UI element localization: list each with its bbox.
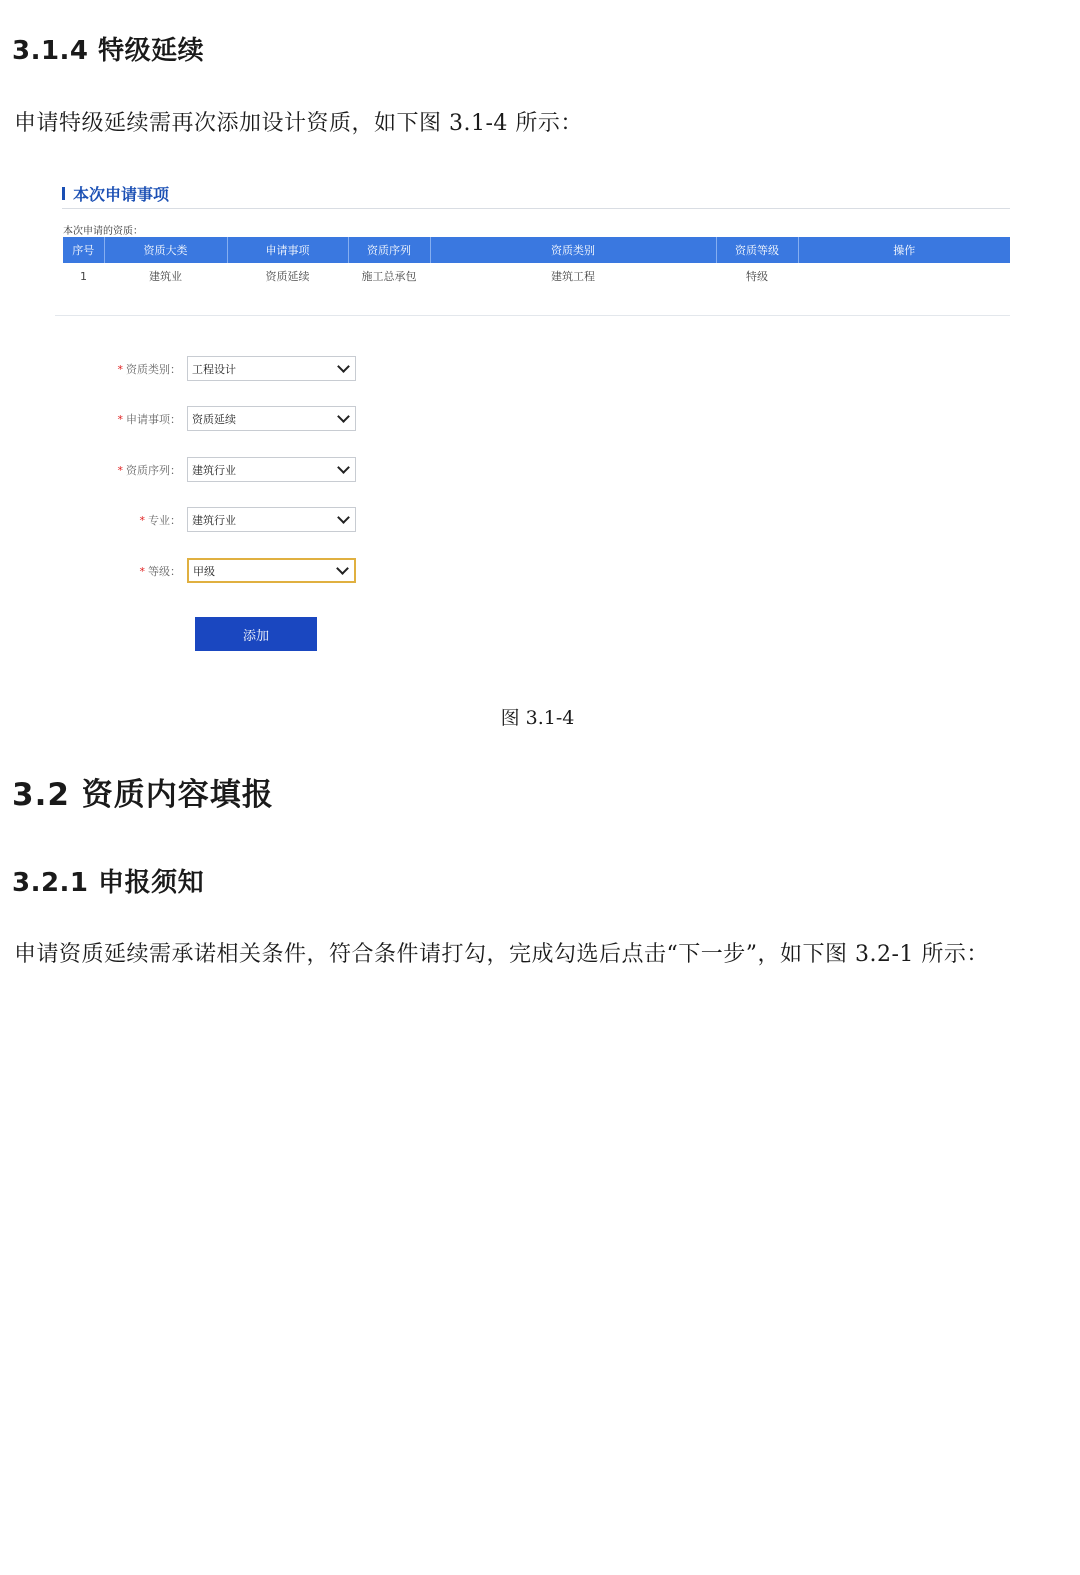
qualification-sequence-select[interactable] xyxy=(187,457,356,482)
specialty-select[interactable] xyxy=(187,507,356,532)
col-header: 序号 xyxy=(63,237,104,263)
grade-select[interactable] xyxy=(187,558,356,583)
field-label xyxy=(0,361,187,377)
figure-3-1-4 xyxy=(0,170,1080,670)
required-mark: * xyxy=(139,564,145,578)
chevron-down-icon xyxy=(337,511,350,524)
qualification-category-select[interactable] xyxy=(187,356,356,381)
col-header: 资质类别 xyxy=(430,237,716,263)
required-mark: * xyxy=(117,362,123,376)
chevron-down-icon xyxy=(337,360,350,373)
form-row-specialty xyxy=(0,507,356,532)
section-title-text: 本次申请事项 xyxy=(73,185,170,204)
add-button[interactable]: 添加 xyxy=(195,617,317,651)
form-row-qualification-sequence xyxy=(0,457,356,482)
table-cell: 资质延续 xyxy=(265,270,310,283)
select-value: 建筑行业 xyxy=(192,463,236,477)
section-title-bar xyxy=(62,187,65,200)
paragraph-3-2-1: 申请资质延续需承诺相关条件，符合条件请打勾，完成勾选后点击“下一步”，如下图 3.2-1 所示： xyxy=(14,942,989,967)
heading-3-2-1: 3.2.1 申报须知 xyxy=(12,868,205,898)
col-header: 资质等级 xyxy=(716,237,798,263)
heading-3-1-4: 3.1.4 特级延续 xyxy=(12,36,205,66)
figure-caption: 图 3.1-4 xyxy=(500,707,575,729)
section-title xyxy=(62,182,169,205)
field-label-text: 资质类别： xyxy=(126,362,181,376)
chevron-down-icon xyxy=(336,562,349,575)
table-cell: 特级 xyxy=(746,270,768,283)
required-mark: * xyxy=(117,463,123,477)
field-label-text: 申请事项： xyxy=(126,412,181,426)
col-header: 申请事项 xyxy=(227,237,348,263)
field-label xyxy=(0,411,187,427)
paragraph-3-1-4: 申请特级延续需再次添加设计资质，如下图 3.1-4 所示： xyxy=(14,111,583,136)
field-label-text: 资质序列： xyxy=(126,463,181,477)
form-row-grade xyxy=(0,558,356,583)
table-header-row xyxy=(63,237,1010,263)
heading-3-2: 3.2 资质内容填报 xyxy=(12,777,274,813)
field-label-text: 专业： xyxy=(148,513,181,527)
table-row xyxy=(63,263,1010,289)
select-value: 资质延续 xyxy=(192,412,236,426)
field-label-text: 等级： xyxy=(148,564,181,578)
form-row-application-item xyxy=(0,406,356,431)
field-label xyxy=(0,512,187,528)
table-cell-actions xyxy=(798,263,1010,289)
col-header: 资质序列 xyxy=(348,237,430,263)
col-header: 操作 xyxy=(798,237,1010,263)
chevron-down-icon xyxy=(337,410,350,423)
col-header: 资质大类 xyxy=(104,237,227,263)
required-mark: * xyxy=(139,513,145,527)
application-item-select[interactable] xyxy=(187,406,356,431)
table-cell: 1 xyxy=(80,269,87,283)
field-label xyxy=(0,462,187,478)
field-label xyxy=(0,563,187,579)
table-cell: 建筑工程 xyxy=(551,270,595,283)
divider xyxy=(62,208,1010,209)
qualification-table xyxy=(63,237,1010,289)
chevron-down-icon xyxy=(337,461,350,474)
required-mark: * xyxy=(117,412,123,426)
form-row-qualification-category xyxy=(0,356,356,381)
select-value: 工程设计 xyxy=(192,362,236,376)
table-cell: 建筑业 xyxy=(149,270,182,283)
table-cell: 施工总承包 xyxy=(361,270,417,283)
divider xyxy=(55,315,1010,316)
select-value: 建筑行业 xyxy=(192,513,236,527)
table-caption: 本次申请的资质： xyxy=(63,226,143,237)
select-value: 甲级 xyxy=(193,564,215,578)
